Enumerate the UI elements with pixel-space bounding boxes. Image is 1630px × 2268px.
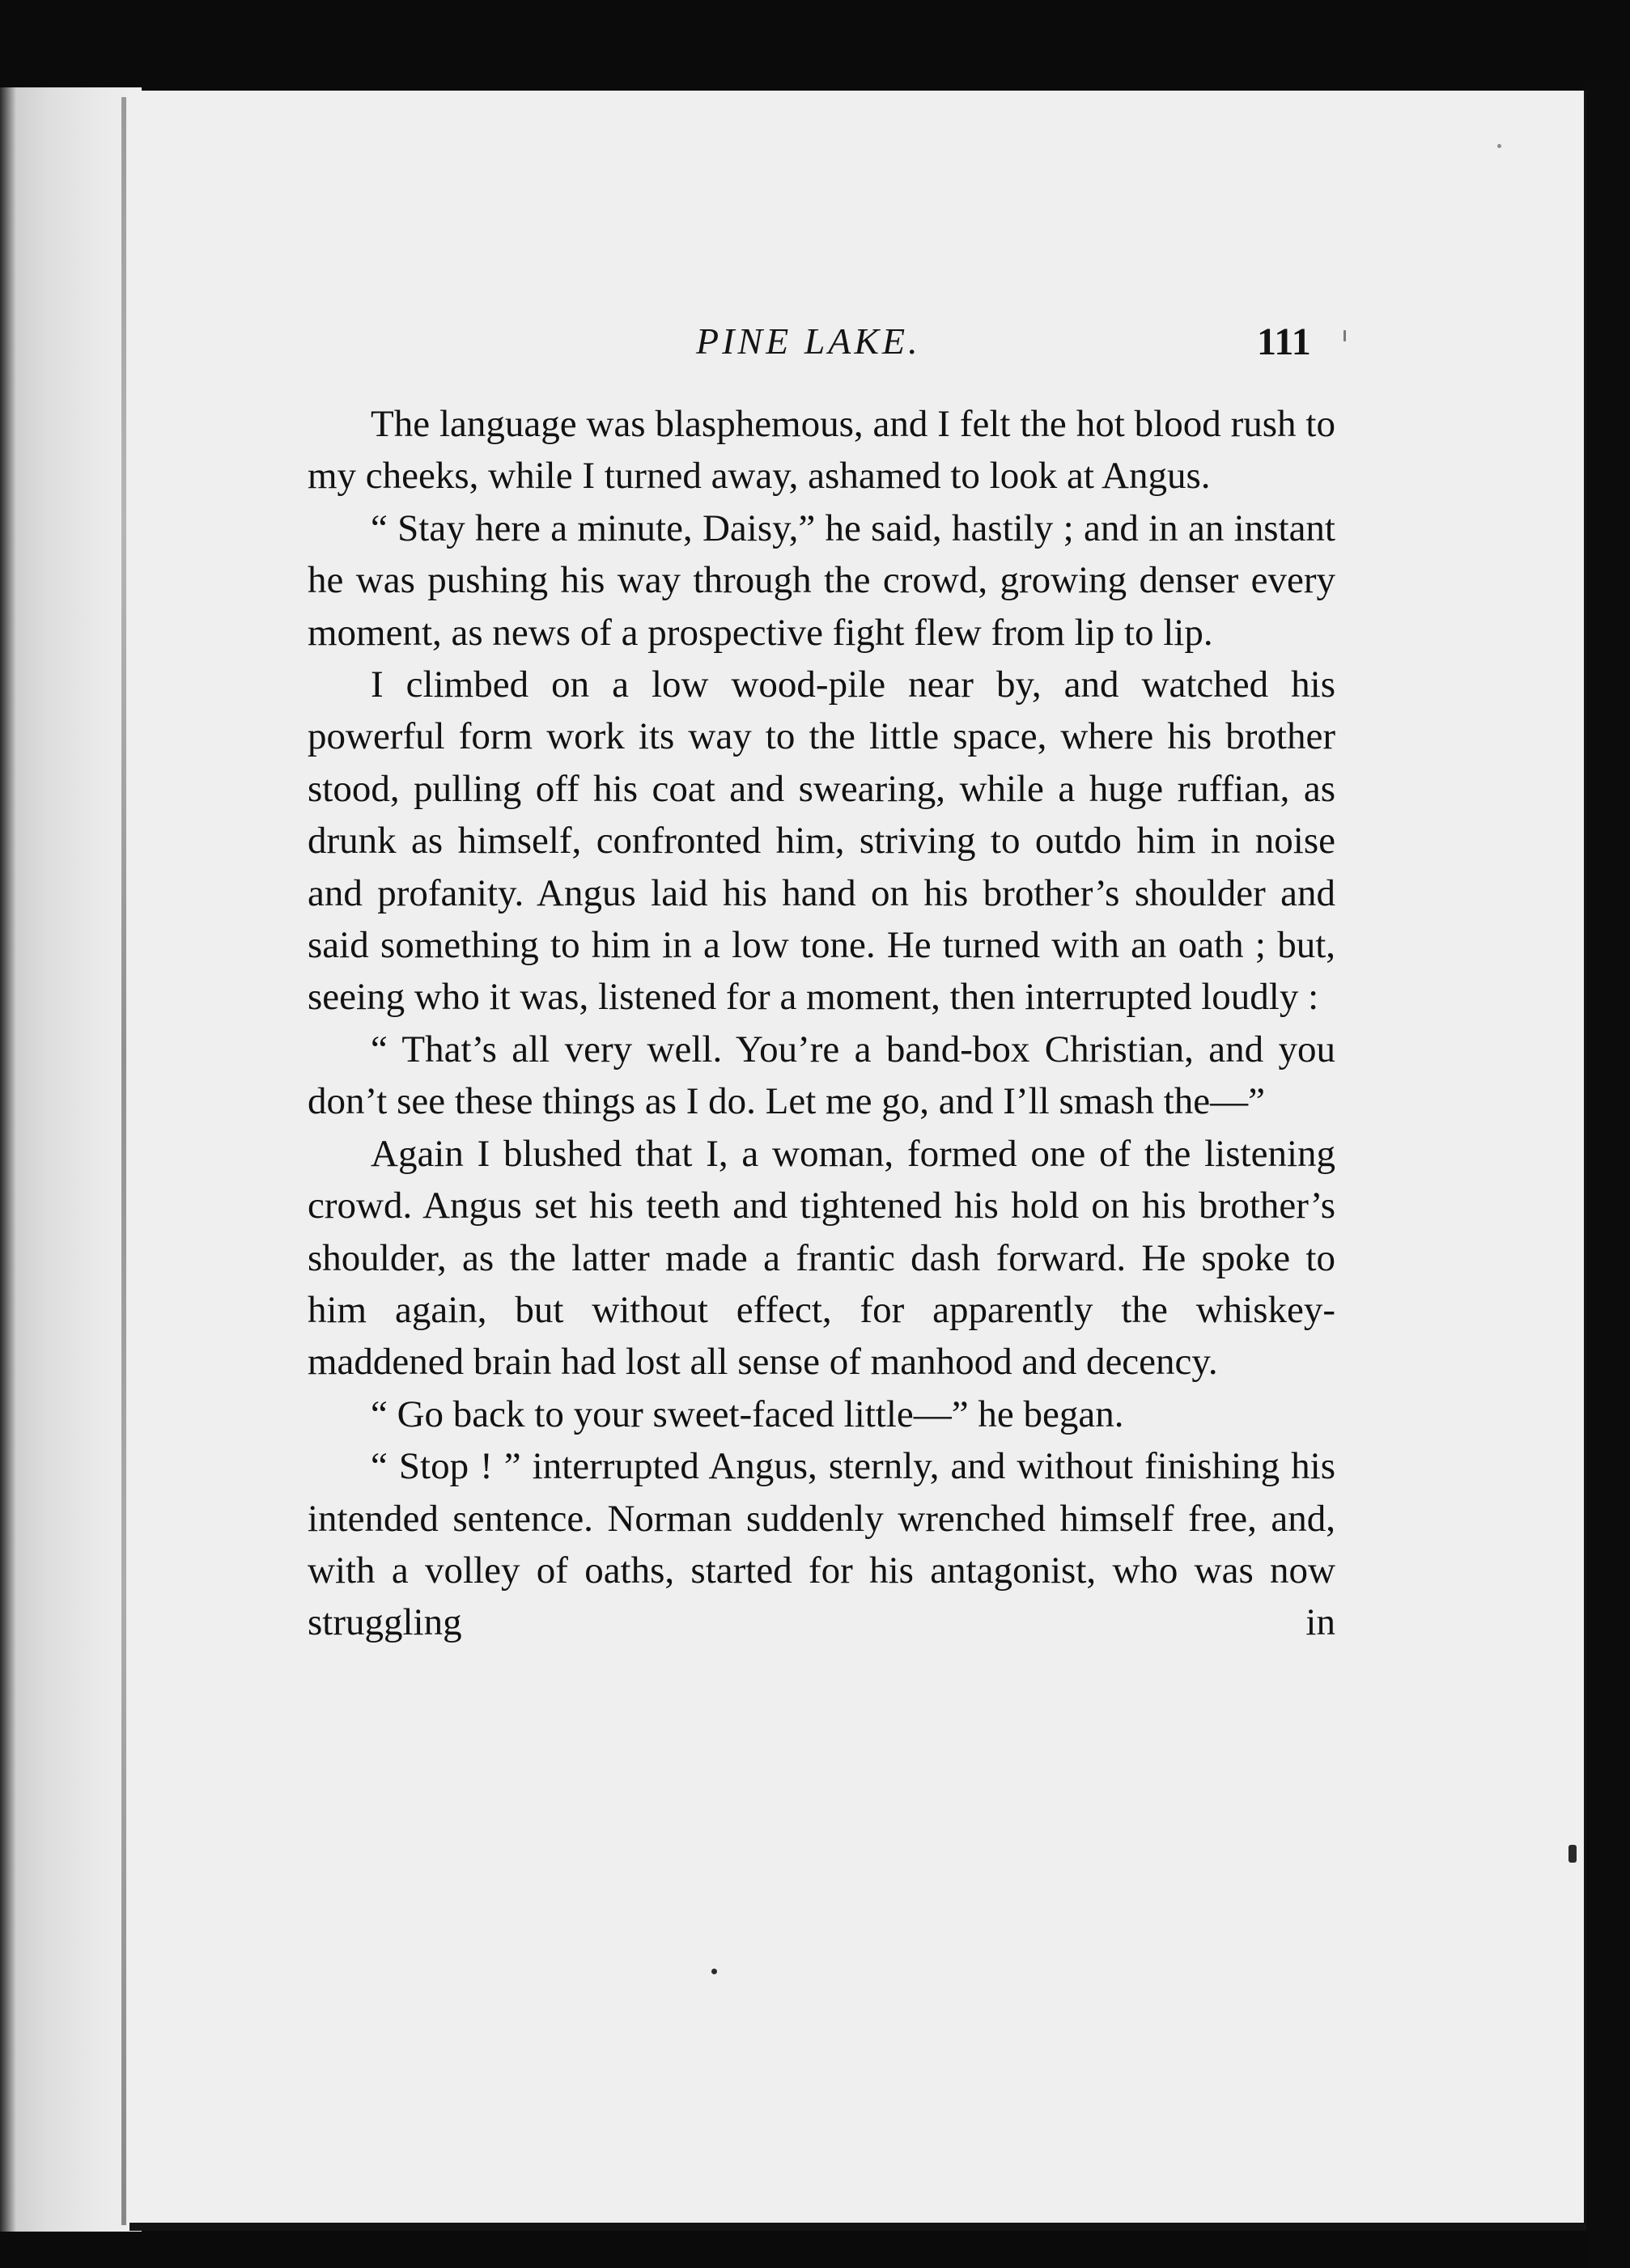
paragraph-6: “ Go back to your sweet-faced little—” he began. [371,1393,1124,1435]
book-spine-gutter [0,87,142,2232]
body-text [308,398,1335,1649]
paragraph-2: “ Stay here a minute, Daisy,” he said, hastily ; and in an instant he was pushing his way through the crowd, growing denser every moment, as news of a prospective fight flew from lip to lip. [308,507,1335,654]
scan-speck [1343,330,1346,341]
running-head [0,320,1630,368]
scan-speck [1497,144,1501,148]
scan-speck [1568,1845,1577,1863]
spine-shadow [121,97,126,2225]
scan-right-edge [1586,81,1630,2268]
paragraph-1: The language was blasphemous, and I felt the hot blood rush to my cheeks, while I turned away, ashamed to look at Angus. [308,403,1335,498]
paragraph-3: I climbed on a low wood-pile near by, and watched his powerful form work its way to the little space, where his brother stood, pulling off his coat and swearing, while a huge ruffian, as drunk as himself, confronted him, striving to outdo him in noise and profanity. Angus laid his hand on his brother’s shoulder and said something to him in a low tone. He turned with an oath ; but, seeing who it was, listened for a moment, then interrupted loudly : [308,663,1335,1019]
scan-speck [711,1969,717,1974]
paragraph-5: Again I blushed that I, a woman, formed one of the listening crowd. Angus set his teeth and tightened his hold on his brother’s shoulder, as the latter made a frantic dash forward. He spoke to him again, but without effect, for apparently the whiskey-maddened brain had lost all sense of manhood and decency. [308,1132,1335,1384]
running-head-title: PINE LAKE. [696,320,921,362]
paragraph-7: “ Stop ! ” interrupted Angus, sternly, and without finishing his intended sentence. Norman suddenly wrenched himself free, and, with a volley of oaths, started for his antagonist, who was now struggling in [308,1445,1335,1644]
paragraph-4: “ That’s all very well. You’re a band-box Christian, and you don’t see these things as I do. Let me go, and I’ll smash the—” [308,1028,1335,1123]
page-number: 111 [1257,320,1311,363]
